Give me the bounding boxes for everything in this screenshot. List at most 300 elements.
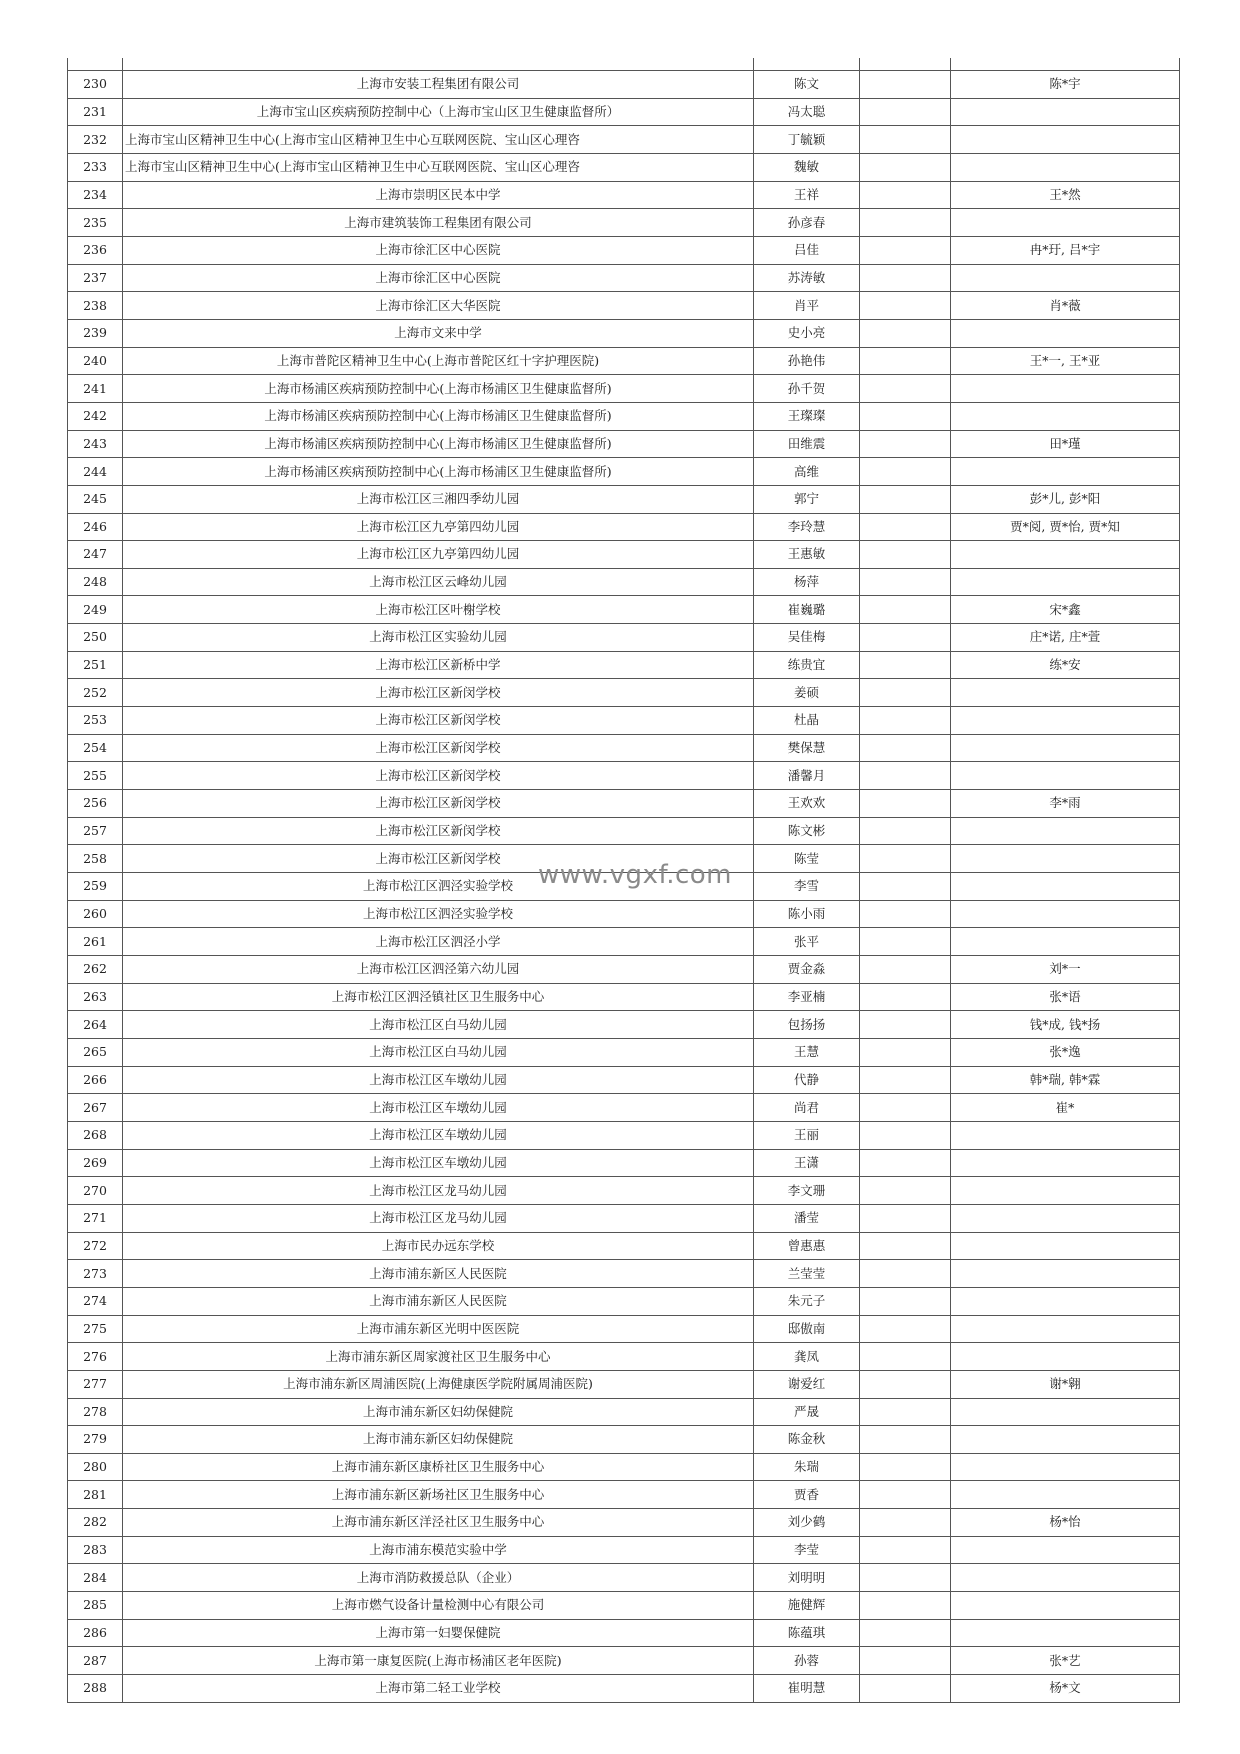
- person-name-cell: 崔明慧: [754, 1675, 860, 1703]
- person-name-cell: 陈蕴琪: [754, 1619, 860, 1647]
- blank-cell: [860, 1204, 951, 1232]
- person-name-cell: 尚君: [754, 1094, 860, 1122]
- row-number: 235: [68, 209, 123, 237]
- person-name-cell: 孙蓉: [754, 1647, 860, 1675]
- row-number: 231: [68, 98, 123, 126]
- blank-cell: [860, 956, 951, 984]
- blank-cell: [860, 1343, 951, 1371]
- table-row: [68, 734, 1180, 762]
- person-name-cell: 王惠敏: [754, 541, 860, 569]
- table-row: [68, 817, 1180, 845]
- table-row: [68, 1343, 1180, 1371]
- table-row: [68, 541, 1180, 569]
- person-name-cell: 包扬扬: [754, 1011, 860, 1039]
- person-name-cell: 王祥: [754, 181, 860, 209]
- organization-cell: 上海市松江区九亭第四幼儿园: [123, 513, 754, 541]
- row-number: 258: [68, 845, 123, 873]
- row-number: 232: [68, 126, 123, 154]
- organization-cell: 上海市松江区白马幼儿园: [123, 1011, 754, 1039]
- person-name-cell: 肖平: [754, 292, 860, 320]
- family-members-cell: [951, 845, 1180, 873]
- organization-cell: 上海市宝山区精神卫生中心(上海市宝山区精神卫生中心互联网医院、宝山区心理咨: [123, 153, 754, 181]
- table-row: [68, 402, 1180, 430]
- table-row: [68, 956, 1180, 984]
- person-name-cell: 贾金淼: [754, 956, 860, 984]
- family-members-cell: 田*瑾: [951, 430, 1180, 458]
- person-name-cell: 谢爱红: [754, 1370, 860, 1398]
- table-row: [68, 1204, 1180, 1232]
- family-members-cell: [951, 1149, 1180, 1177]
- family-members-cell: [951, 1121, 1180, 1149]
- blank-cell: [860, 1315, 951, 1343]
- family-members-cell: [951, 1204, 1180, 1232]
- blank-cell: [860, 181, 951, 209]
- family-members-cell: [951, 1232, 1180, 1260]
- blank-cell: [860, 98, 951, 126]
- blank-cell: [860, 1592, 951, 1620]
- row-number: 251: [68, 651, 123, 679]
- table-row: [68, 347, 1180, 375]
- row-number: 242: [68, 402, 123, 430]
- row-number: 260: [68, 900, 123, 928]
- organization-cell: 上海市松江区车墩幼儿园: [123, 1094, 754, 1122]
- table-row: [68, 1315, 1180, 1343]
- person-name-cell: 陈金秋: [754, 1426, 860, 1454]
- watermark-text: www.vgxf.com: [538, 860, 733, 890]
- row-number: 282: [68, 1509, 123, 1537]
- person-name-cell: 李雪: [754, 873, 860, 901]
- table-row: [68, 1177, 1180, 1205]
- table-row: [68, 928, 1180, 956]
- blank-cell: [860, 1011, 951, 1039]
- organization-cell: 上海市建筑装饰工程集团有限公司: [123, 209, 754, 237]
- organization-cell: 上海市松江区三湘四季幼儿园: [123, 485, 754, 513]
- family-members-cell: [951, 1287, 1180, 1315]
- person-name-cell: 李文珊: [754, 1177, 860, 1205]
- person-name-cell: 刘明明: [754, 1564, 860, 1592]
- row-number: 257: [68, 817, 123, 845]
- row-number: 253: [68, 707, 123, 735]
- person-name-cell: 邸傲南: [754, 1315, 860, 1343]
- row-number: 271: [68, 1204, 123, 1232]
- blank-cell: [860, 1426, 951, 1454]
- person-name-cell: 贾香: [754, 1481, 860, 1509]
- person-name-cell: 孙彦春: [754, 209, 860, 237]
- family-members-cell: 刘*一: [951, 956, 1180, 984]
- person-name-cell: 冯太聪: [754, 98, 860, 126]
- person-name-cell: 史小亮: [754, 319, 860, 347]
- person-name-cell: 严晟: [754, 1398, 860, 1426]
- organization-cell: 上海市宝山区疾病预防控制中心（上海市宝山区卫生健康监督所）: [123, 98, 754, 126]
- organization-cell: 上海市宝山区精神卫生中心(上海市宝山区精神卫生中心互联网医院、宝山区心理咨: [123, 126, 754, 154]
- blank-cell: [860, 485, 951, 513]
- table-row: [68, 679, 1180, 707]
- table-row: [68, 71, 1180, 99]
- blank-cell: [860, 1647, 951, 1675]
- family-members-cell: [951, 568, 1180, 596]
- row-number: 265: [68, 1038, 123, 1066]
- row-number: 286: [68, 1619, 123, 1647]
- family-members-cell: [951, 1343, 1180, 1371]
- row-number: 233: [68, 153, 123, 181]
- blank-cell: [860, 1232, 951, 1260]
- blank-cell: [860, 651, 951, 679]
- family-members-cell: [951, 402, 1180, 430]
- person-name-cell: 代静: [754, 1066, 860, 1094]
- family-members-cell: [951, 98, 1180, 126]
- row-number: 280: [68, 1453, 123, 1481]
- family-members-cell: [951, 375, 1180, 403]
- organization-cell: 上海市松江区新闵学校: [123, 845, 754, 873]
- organization-cell: 上海市崇明区民本中学: [123, 181, 754, 209]
- blank-cell: [860, 1564, 951, 1592]
- organization-cell: 上海市松江区白马幼儿园: [123, 1038, 754, 1066]
- family-members-cell: 钱*成, 钱*扬: [951, 1011, 1180, 1039]
- row-number: 244: [68, 458, 123, 486]
- blank-cell: [860, 430, 951, 458]
- blank-cell: [860, 1536, 951, 1564]
- family-members-cell: [951, 1177, 1180, 1205]
- blank-cell: [860, 679, 951, 707]
- row-number: 240: [68, 347, 123, 375]
- row-number: 269: [68, 1149, 123, 1177]
- table-row: [68, 1398, 1180, 1426]
- blank-cell: [860, 1094, 951, 1122]
- family-members-cell: [951, 541, 1180, 569]
- row-number: 281: [68, 1481, 123, 1509]
- blank-cell: [860, 596, 951, 624]
- organization-cell: 上海市松江区新闵学校: [123, 762, 754, 790]
- blank-cell: [860, 1260, 951, 1288]
- organization-cell: 上海市浦东新区妇幼保健院: [123, 1426, 754, 1454]
- organization-cell: 上海市杨浦区疾病预防控制中心(上海市杨浦区卫生健康监督所): [123, 430, 754, 458]
- organization-cell: 上海市杨浦区疾病预防控制中心(上海市杨浦区卫生健康监督所): [123, 402, 754, 430]
- table-row: [68, 596, 1180, 624]
- person-name-cell: 施健辉: [754, 1592, 860, 1620]
- blank-cell: [860, 1675, 951, 1703]
- family-members-cell: [951, 734, 1180, 762]
- family-members-cell: [951, 679, 1180, 707]
- family-members-cell: [951, 1453, 1180, 1481]
- table-row: [68, 1481, 1180, 1509]
- organization-cell: 上海市松江区新闵学校: [123, 734, 754, 762]
- family-members-cell: 陈*宇: [951, 71, 1180, 99]
- organization-cell: 上海市普陀区精神卫生中心(上海市普陀区红十字护理医院): [123, 347, 754, 375]
- organization-cell: 上海市浦东新区光明中医医院: [123, 1315, 754, 1343]
- family-members-cell: 张*语: [951, 983, 1180, 1011]
- row-number: 239: [68, 319, 123, 347]
- row-number: 254: [68, 734, 123, 762]
- person-name-cell: 朱瑞: [754, 1453, 860, 1481]
- row-number: 267: [68, 1094, 123, 1122]
- row-number: 262: [68, 956, 123, 984]
- family-members-cell: 彭*儿, 彭*阳: [951, 485, 1180, 513]
- family-members-cell: [951, 153, 1180, 181]
- family-members-cell: 杨*文: [951, 1675, 1180, 1703]
- organization-cell: 上海市松江区新桥中学: [123, 651, 754, 679]
- table-row: [68, 790, 1180, 818]
- organization-cell: 上海市文来中学: [123, 319, 754, 347]
- family-members-cell: 杨*怡: [951, 1509, 1180, 1537]
- blank-cell: [860, 928, 951, 956]
- row-number: 246: [68, 513, 123, 541]
- person-name-cell: 田维震: [754, 430, 860, 458]
- organization-cell: 上海市杨浦区疾病预防控制中心(上海市杨浦区卫生健康监督所): [123, 375, 754, 403]
- family-members-cell: [951, 126, 1180, 154]
- person-name-cell: 吕佳: [754, 236, 860, 264]
- table-row: [68, 430, 1180, 458]
- family-members-cell: 肖*薇: [951, 292, 1180, 320]
- organization-cell: 上海市第一康复医院(上海市杨浦区老年医院): [123, 1647, 754, 1675]
- blank-cell: [860, 513, 951, 541]
- family-members-cell: 王*然: [951, 181, 1180, 209]
- row-number: 236: [68, 236, 123, 264]
- organization-cell: 上海市消防救援总队（企业）: [123, 1564, 754, 1592]
- organization-cell: 上海市松江区车墩幼儿园: [123, 1066, 754, 1094]
- row-number: 288: [68, 1675, 123, 1703]
- blank-cell: [860, 209, 951, 237]
- organization-cell: 上海市徐汇区大华医院: [123, 292, 754, 320]
- blank-cell: [860, 1121, 951, 1149]
- family-members-cell: 宋*鑫: [951, 596, 1180, 624]
- organization-cell: 上海市松江区实验幼儿园: [123, 624, 754, 652]
- person-name-cell: 丁毓颖: [754, 126, 860, 154]
- person-name-cell: 李玲慧: [754, 513, 860, 541]
- person-name-cell: 王潇: [754, 1149, 860, 1177]
- person-name-cell: 孙千贺: [754, 375, 860, 403]
- row-number: 238: [68, 292, 123, 320]
- organization-cell: 上海市松江区车墩幼儿园: [123, 1149, 754, 1177]
- table-row: [68, 153, 1180, 181]
- family-members-cell: 王*一, 王*亚: [951, 347, 1180, 375]
- person-name-cell: 崔巍璐: [754, 596, 860, 624]
- person-name-cell: 王丽: [754, 1121, 860, 1149]
- row-number: 248: [68, 568, 123, 596]
- person-name-cell: 杨萍: [754, 568, 860, 596]
- family-members-cell: [951, 1536, 1180, 1564]
- organization-cell: 上海市松江区九亭第四幼儿园: [123, 541, 754, 569]
- blank-cell: [860, 1453, 951, 1481]
- table-row: [68, 126, 1180, 154]
- row-number: 247: [68, 541, 123, 569]
- blank-cell: [860, 458, 951, 486]
- blank-cell: [860, 873, 951, 901]
- family-members-cell: [951, 1592, 1180, 1620]
- family-members-cell: [951, 900, 1180, 928]
- person-name-cell: 李莹: [754, 1536, 860, 1564]
- organization-cell: 上海市民办远东学校: [123, 1232, 754, 1260]
- row-number: 272: [68, 1232, 123, 1260]
- person-name-cell: 王慧: [754, 1038, 860, 1066]
- organization-cell: 上海市松江区龙马幼儿园: [123, 1177, 754, 1205]
- organization-cell: 上海市杨浦区疾病预防控制中心(上海市杨浦区卫生健康监督所): [123, 458, 754, 486]
- blank-cell: [860, 541, 951, 569]
- person-name-cell: 王欢欢: [754, 790, 860, 818]
- row-number: 241: [68, 375, 123, 403]
- table-row: [68, 1038, 1180, 1066]
- organization-cell: 上海市浦东新区妇幼保健院: [123, 1398, 754, 1426]
- table-row: [68, 1260, 1180, 1288]
- table-row: [68, 1426, 1180, 1454]
- row-number: 261: [68, 928, 123, 956]
- person-name-cell: 陈文: [754, 71, 860, 99]
- table-row: [68, 264, 1180, 292]
- person-name-cell: 曾惠惠: [754, 1232, 860, 1260]
- person-name-cell: 潘馨月: [754, 762, 860, 790]
- blank-cell: [860, 707, 951, 735]
- person-name-cell: 陈小雨: [754, 900, 860, 928]
- person-name-cell: 苏涛敏: [754, 264, 860, 292]
- blank-cell: [860, 845, 951, 873]
- person-name-cell: 李亚楠: [754, 983, 860, 1011]
- row-number: 268: [68, 1121, 123, 1149]
- table-row: [68, 1675, 1180, 1703]
- table-row: [68, 513, 1180, 541]
- blank-cell: [860, 817, 951, 845]
- row-number: 273: [68, 1260, 123, 1288]
- family-members-cell: [951, 762, 1180, 790]
- organization-cell: 上海市徐汇区中心医院: [123, 264, 754, 292]
- person-name-cell: 高维: [754, 458, 860, 486]
- row-number: 266: [68, 1066, 123, 1094]
- table-row: [68, 1287, 1180, 1315]
- blank-cell: [860, 762, 951, 790]
- organization-cell: 上海市松江区泗泾小学: [123, 928, 754, 956]
- family-members-cell: [951, 458, 1180, 486]
- organization-cell: 上海市松江区新闵学校: [123, 679, 754, 707]
- blank-cell: [860, 1370, 951, 1398]
- person-name-cell: 龚凤: [754, 1343, 860, 1371]
- row-number: 283: [68, 1536, 123, 1564]
- organization-cell: 上海市浦东新区人民医院: [123, 1260, 754, 1288]
- row-number: 237: [68, 264, 123, 292]
- row-number: 256: [68, 790, 123, 818]
- table-row: [68, 458, 1180, 486]
- blank-cell: [860, 1066, 951, 1094]
- family-members-cell: [951, 873, 1180, 901]
- person-name-cell: 杜晶: [754, 707, 860, 735]
- blank-cell: [860, 292, 951, 320]
- row-number: 245: [68, 485, 123, 513]
- organization-cell: 上海市浦东新区新场社区卫生服务中心: [123, 1481, 754, 1509]
- table-row: [68, 319, 1180, 347]
- blank-cell: [860, 1398, 951, 1426]
- row-number: 259: [68, 873, 123, 901]
- family-members-cell: [951, 1564, 1180, 1592]
- person-name-cell: 孙艳伟: [754, 347, 860, 375]
- row-number: 275: [68, 1315, 123, 1343]
- family-members-cell: 练*安: [951, 651, 1180, 679]
- row-number: 279: [68, 1426, 123, 1454]
- person-name-cell: 陈莹: [754, 845, 860, 873]
- blank-cell: [860, 1481, 951, 1509]
- family-members-cell: 李*雨: [951, 790, 1180, 818]
- person-name-cell: 樊保慧: [754, 734, 860, 762]
- table-row: [68, 651, 1180, 679]
- organization-cell: 上海市浦东新区周浦医院(上海健康医学院附属周浦医院): [123, 1370, 754, 1398]
- table-row: [68, 762, 1180, 790]
- blank-cell: [860, 236, 951, 264]
- row-number: 278: [68, 1398, 123, 1426]
- table-row: [68, 236, 1180, 264]
- table-row: [68, 1066, 1180, 1094]
- blank-cell: [860, 375, 951, 403]
- organization-cell: 上海市燃气设备计量检测中心有限公司: [123, 1592, 754, 1620]
- blank-cell: [860, 402, 951, 430]
- blank-cell: [860, 900, 951, 928]
- organization-cell: 上海市浦东新区康桥社区卫生服务中心: [123, 1453, 754, 1481]
- family-members-cell: 贾*阅, 贾*怡, 贾*知: [951, 513, 1180, 541]
- person-name-cell: 魏敏: [754, 153, 860, 181]
- row-number: 249: [68, 596, 123, 624]
- row-number: 277: [68, 1370, 123, 1398]
- table-row: [68, 1509, 1180, 1537]
- family-members-cell: [951, 319, 1180, 347]
- table-row: [68, 1453, 1180, 1481]
- blank-cell: [860, 1149, 951, 1177]
- blank-cell: [860, 568, 951, 596]
- family-members-cell: [951, 209, 1180, 237]
- row-number: 270: [68, 1177, 123, 1205]
- organization-cell: 上海市安装工程集团有限公司: [123, 71, 754, 99]
- person-name-cell: 练贵宜: [754, 651, 860, 679]
- family-members-cell: 张*艺: [951, 1647, 1180, 1675]
- family-members-cell: [951, 928, 1180, 956]
- table-row: [68, 1232, 1180, 1260]
- blank-cell: [860, 983, 951, 1011]
- table-row: [68, 1370, 1180, 1398]
- table-row: [68, 1592, 1180, 1620]
- table-row: [68, 98, 1180, 126]
- blank-cell: [860, 790, 951, 818]
- table-row: [68, 209, 1180, 237]
- table-row: [68, 1094, 1180, 1122]
- table-row: [68, 1564, 1180, 1592]
- blank-cell: [860, 624, 951, 652]
- blank-cell: [860, 264, 951, 292]
- family-members-cell: 谢*翱: [951, 1370, 1180, 1398]
- organization-cell: 上海市松江区新闵学校: [123, 817, 754, 845]
- table-row: [68, 375, 1180, 403]
- family-members-cell: [951, 1315, 1180, 1343]
- row-number: 284: [68, 1564, 123, 1592]
- table-row: [68, 1647, 1180, 1675]
- organization-cell: 上海市松江区叶榭学校: [123, 596, 754, 624]
- organization-cell: 上海市徐汇区中心医院: [123, 236, 754, 264]
- table-row: [68, 1149, 1180, 1177]
- row-number: 252: [68, 679, 123, 707]
- blank-cell: [860, 126, 951, 154]
- organization-cell: 上海市松江区龙马幼儿园: [123, 1204, 754, 1232]
- blank-cell: [860, 319, 951, 347]
- table-row: [68, 624, 1180, 652]
- person-name-cell: 朱元子: [754, 1287, 860, 1315]
- family-members-cell: [951, 1481, 1180, 1509]
- table-top-stub-row: [68, 58, 1180, 71]
- family-members-cell: 崔*: [951, 1094, 1180, 1122]
- family-members-cell: 冉*玗, 吕*宇: [951, 236, 1180, 264]
- organization-cell: 上海市松江区泗泾实验学校: [123, 873, 754, 901]
- row-number: 264: [68, 1011, 123, 1039]
- person-name-cell: 吴佳梅: [754, 624, 860, 652]
- family-members-cell: 庄*诺, 庄*萱: [951, 624, 1180, 652]
- family-members-cell: [951, 817, 1180, 845]
- organization-cell: 上海市第二轻工业学校: [123, 1675, 754, 1703]
- table-row: [68, 485, 1180, 513]
- person-name-cell: 王璨璨: [754, 402, 860, 430]
- family-members-cell: [951, 1398, 1180, 1426]
- person-name-cell: 郭宁: [754, 485, 860, 513]
